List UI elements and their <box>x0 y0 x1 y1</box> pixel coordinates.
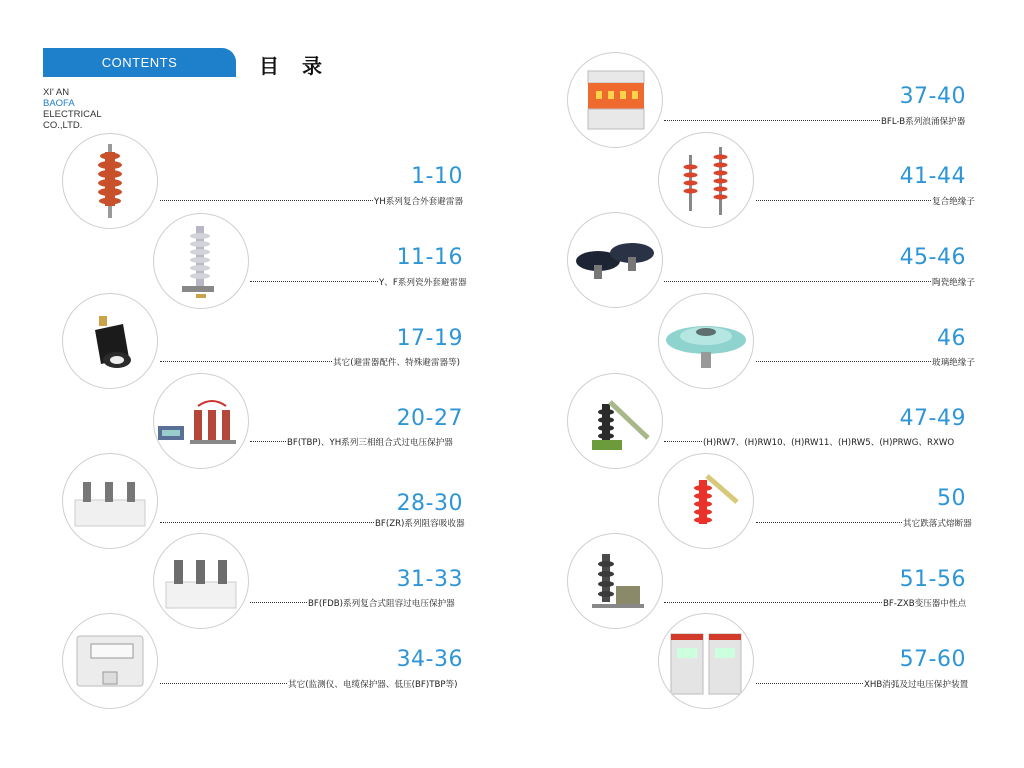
product-image-porcelain-arrester <box>153 213 249 309</box>
dotted-leader <box>160 522 374 523</box>
company-line-2: BAOFA <box>43 98 75 109</box>
product-image-monitor-device <box>62 613 158 709</box>
dotted-leader <box>756 522 902 523</box>
product-image-drop-out-fuse <box>567 373 663 469</box>
product-image-composite-arrester <box>62 133 158 229</box>
entry-label: BF(ZR)系列阻容吸收器 <box>375 519 465 529</box>
page-range: 41-44 <box>899 164 966 189</box>
page-range: 47-49 <box>899 406 966 431</box>
contents-tab-label: CONTENTS <box>101 55 178 70</box>
entry-label: BF-ZXB变压器中性点 <box>883 599 967 609</box>
entry-label: 陶瓷绝缘子 <box>932 278 975 288</box>
page-range: 1-10 <box>411 164 463 189</box>
company-name <box>43 87 102 131</box>
product-image-transformer-neutral-device <box>567 533 663 629</box>
entry-label: BF(FDB)系列复合式阻容过电压保护器 <box>308 599 455 609</box>
dotted-leader <box>160 200 373 201</box>
entry-label: (H)RW7、(H)RW10、(H)RW11、(H)RW5、(H)PRWG、RXWO <box>703 438 955 448</box>
page-range: 50 <box>937 486 966 511</box>
page-title: 目 录 <box>259 54 330 78</box>
dotted-leader <box>756 683 863 684</box>
dotted-leader <box>664 281 931 282</box>
dotted-leader <box>664 602 882 603</box>
product-image-ceramic-insulator <box>567 212 663 308</box>
company-line-3: ELECTRICAL <box>43 109 102 120</box>
entry-label: 其它跌落式熔断器 <box>903 519 972 529</box>
page-range: 28-30 <box>396 491 463 516</box>
page-range: 20-27 <box>396 406 463 431</box>
product-image-glass-insulator <box>658 293 754 389</box>
product-image-three-phase-protector <box>153 373 249 469</box>
page-range: 45-46 <box>899 245 966 270</box>
dotted-leader <box>664 441 702 442</box>
page-range: 37-40 <box>899 84 966 109</box>
page-range: 11-16 <box>396 245 463 270</box>
entry-label: XHB消弧及过电压保护装置 <box>864 680 969 690</box>
page-range: 51-56 <box>899 567 966 592</box>
product-image-surge-protector <box>567 52 663 148</box>
dotted-leader <box>756 200 931 201</box>
company-line-1: XI' AN <box>43 87 70 98</box>
product-image-rc-absorber <box>62 453 158 549</box>
entry-label: 其它(避雷器配件、特殊避雷器等) <box>333 358 461 368</box>
entry-label: BFL-B系列浪涌保护器 <box>881 117 966 127</box>
dotted-leader <box>664 120 880 121</box>
page-range: 46 <box>937 326 966 351</box>
product-image-arrester-accessory <box>62 293 158 389</box>
entry-label: Y、F系列瓷外套避雷器 <box>379 278 467 288</box>
entry-label: YH系列复合外套避雷器 <box>374 197 464 207</box>
entry-label: 其它(监测仪、电缆保护器、低压(BF)TBP等) <box>288 680 458 690</box>
product-image-other-drop-out-fuse <box>658 453 754 549</box>
page-range: 34-36 <box>396 647 463 672</box>
company-line-4: CO.,LTD. <box>43 120 83 131</box>
entry-label: 玻璃绝缘子 <box>932 358 975 368</box>
dotted-leader <box>250 281 378 282</box>
page-range: 31-33 <box>396 567 463 592</box>
dotted-leader <box>160 683 287 684</box>
dotted-leader <box>250 602 307 603</box>
product-image-rc-overvoltage-protector <box>153 533 249 629</box>
contents-tab <box>43 48 236 77</box>
product-image-arc-suppression-cabinet <box>658 613 754 709</box>
page-range: 57-60 <box>899 647 966 672</box>
dotted-leader <box>160 361 332 362</box>
entry-label: BF(TBP)、YH系列三相组合式过电压保护器 <box>287 438 453 448</box>
product-image-composite-insulator <box>658 132 754 228</box>
dotted-leader <box>756 361 931 362</box>
page-range: 17-19 <box>396 326 463 351</box>
dotted-leader <box>250 441 286 442</box>
entry-label: 复合绝缘子 <box>932 197 975 207</box>
